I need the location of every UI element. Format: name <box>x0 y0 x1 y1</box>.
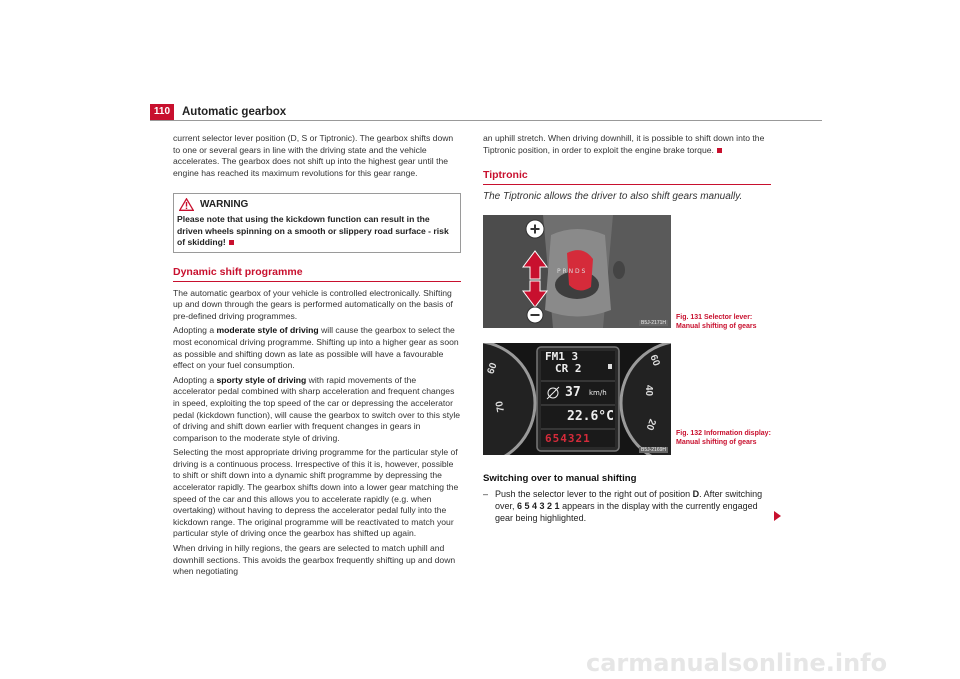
paragraph: The automatic gearbox of your vehicle is controlled electronically. Shifting up and down through the gears is performed automatically on the basis of pre-defined driving programmes. <box>173 287 453 321</box>
paragraph: Adopting a sporty style of driving with rapid movements of the accelerator pedal combined with sharp acceleration and frequent changes in speed, exploiting the top speed of the car or depressing the accelerator pedal (kickdown function), will cause the gearbox to switch over to this style of driving and shift down earlier with frequent changes in gears in comparison to the moderate style of driving. <box>173 374 461 443</box>
display-speed: 37 <box>565 385 581 400</box>
warning-title: WARNING <box>200 199 249 211</box>
section-heading: Dynamic shift programme <box>173 267 461 282</box>
warning-text: Please note that using the kickdown function can result in the driven wheels spinning on a smooth or slippery road surface - risk of skidding! <box>177 214 449 247</box>
display-temperature: 22.6°C <box>567 409 614 424</box>
gauge-label: 40 <box>643 384 655 397</box>
display-gears: 654321 <box>545 432 591 445</box>
instruction-step: – Push the selector lever to the right out of position D. After switching over, 6 5 4 3 2 1 appears in the display with the currently engaged gear being highlighted. <box>483 489 763 523</box>
paragraph: an uphill stretch. When driving downhill, it is possible to shift down into the Tiptronic position, in order to exploit the engine brake torque. <box>483 133 765 155</box>
gauge-label: 70 <box>494 400 507 413</box>
watermark: carmanualsonline.info <box>586 649 888 677</box>
figure-selector-lever <box>483 215 671 328</box>
display-line2: CR 2 <box>555 362 582 375</box>
warning-triangle-icon <box>179 198 194 211</box>
paragraph: When driving in hilly regions, the gears are selected to match uphill and downhill sections. This avoids the gearbox frequently shifting up and down when negotiating <box>173 543 456 577</box>
gauge-label: 20 <box>643 417 658 432</box>
list-dash: – <box>483 489 489 499</box>
left-column <box>173 133 461 581</box>
figure-code: B5J-2169H <box>640 447 666 453</box>
display-speed-unit: km/h <box>589 389 607 397</box>
svg-text:P R N D S: P R N D S <box>557 268 586 275</box>
right-column <box>483 133 771 210</box>
section-heading: Tiptronic <box>483 170 771 185</box>
header-divider <box>150 120 822 121</box>
figure-code: B5J-2171H <box>640 320 666 326</box>
figure-information-display <box>483 343 671 455</box>
end-mark <box>717 148 722 153</box>
page-title: Automatic gearbox <box>182 106 287 118</box>
figure-caption: Fig. 131 Selector lever: Manual shifting of gears <box>676 314 757 330</box>
paragraph: Selecting the most appropriate driving programme for the particular style of driving is a continuous process. Irrespective of this it is, however, possible to shift or shift down into a dynamic shift programme by depressing the accelerator rapidly. The gearbox shifts down into a lower gear matching the speed of the car and this allows you to accelerate rapidly (e.g. when overtaking) without having to depress the accelerator pedal fully into the kickdown range. The original programme will be reactivated to match your particular style of driving once the gearbox has shifted up again. <box>173 447 459 539</box>
page-number: 110 <box>150 104 174 120</box>
gauge-label: 60 <box>647 353 662 368</box>
display-line1: FM1 3 <box>545 350 579 363</box>
section-subtitle: The Tiptronic allows the driver to also shift gears manually. <box>483 190 743 202</box>
paragraph: current selector lever position (D, S or Tiptronic). The gearbox shifts down to one or several gears in line with the driving state and the vehicle accelerates. The gearbox does not shift up into the highest gear until the engine has reached its maximum revolutions for this gear range. <box>173 133 454 178</box>
subsection-heading: Switching over to manual shifting <box>483 473 637 484</box>
continue-arrow-icon <box>774 511 781 521</box>
gauge-label: 60 <box>485 361 500 376</box>
paragraph: Adopting a moderate style of driving will cause the gearbox to select the most economical driving programme. Shifting up into a higher gear as soon as possible and shifting down as late as possible will have a favourable effect on your fuel consumption. <box>173 325 459 371</box>
figure-caption: Fig. 132 Information display: Manual shifting of gears <box>676 430 771 446</box>
warning-box <box>173 193 461 253</box>
end-mark <box>229 240 234 245</box>
selector-lever-illustration <box>483 215 671 328</box>
